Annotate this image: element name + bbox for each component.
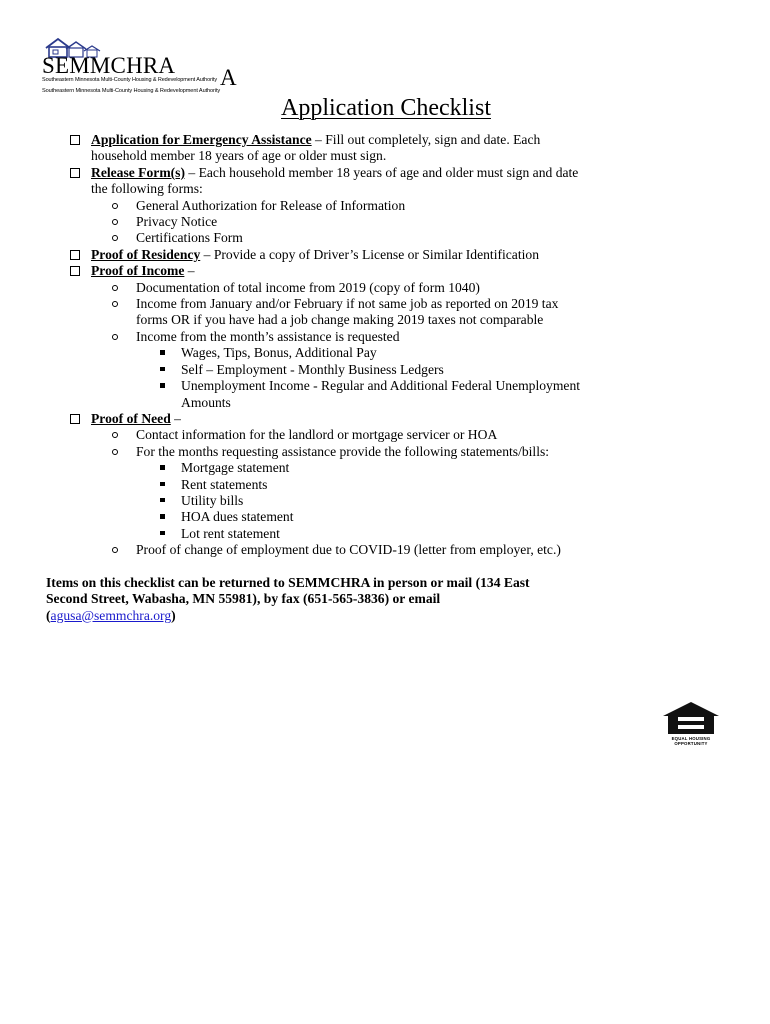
list-item	[68, 214, 733, 230]
checklist-item-residency	[68, 247, 733, 263]
checklist-item-application	[68, 132, 733, 165]
square-bullet-icon	[160, 350, 165, 355]
checklist-item-release-forms	[68, 165, 733, 198]
hollow-bullet-icon	[112, 449, 118, 455]
list-item-text: Proof of change of employment due to COVID-19 (letter from employer, etc.)	[136, 542, 561, 558]
square-bullet-icon	[160, 514, 165, 519]
logo-tagline-secondary: Southeastern Minnesota Multi-County Housing & Redevelopment Authority	[42, 88, 221, 94]
list-item-text: Mortgage statement	[181, 460, 290, 476]
list-item-text: Privacy Notice	[136, 214, 218, 230]
list-item-text: Contact information for the landlord or mortgage servicer or HOA	[136, 427, 498, 443]
item-text: – Provide a copy of Driver’s License or Similar Identification	[200, 246, 539, 262]
square-bullet-icon	[160, 367, 165, 372]
item-text: –	[184, 263, 195, 279]
note-line: Second Street, Wabasha, MN 55981), by fax (651-565-3836) or email	[46, 591, 441, 607]
list-item	[68, 427, 733, 443]
list-item	[68, 362, 733, 378]
square-bullet-icon	[160, 498, 165, 503]
list-item-text: Rent statements	[181, 476, 268, 492]
note-line: Items on this checklist can be returned to SEMMCHRA in person or mail (134 East	[46, 575, 530, 590]
item-text-continued: household member 18 years of age or older must sign.	[91, 148, 387, 164]
list-item-text: Certifications Form	[136, 230, 243, 246]
hollow-bullet-icon	[112, 203, 118, 209]
checklist-item-need	[68, 411, 733, 427]
square-bullet-icon	[160, 383, 165, 388]
item-text-continued: the following forms:	[91, 181, 203, 197]
email-link[interactable]: agusa@semmchra.org	[50, 607, 172, 623]
list-item	[68, 280, 733, 296]
equal-housing-label: EQUAL HOUSING	[671, 736, 711, 741]
square-bullet-icon	[160, 465, 165, 470]
list-item-text: Unemployment Income - Regular and Additional Federal Unemployment	[181, 378, 581, 394]
note-line	[46, 608, 726, 624]
list-item	[68, 198, 733, 214]
checklist	[68, 132, 733, 559]
square-bullet-icon	[160, 482, 165, 487]
list-item-text: Documentation of total income from 2019 (copy of form 1040)	[136, 279, 480, 295]
item-label: Proof of Income	[91, 263, 185, 279]
semmchra-logo	[42, 36, 262, 100]
list-item	[68, 378, 733, 411]
equal-housing-logo	[659, 700, 723, 748]
list-item-text: Income from the month’s assistance is requested	[136, 328, 400, 344]
item-text: –	[170, 410, 181, 426]
list-item	[68, 460, 733, 476]
list-item	[68, 345, 733, 361]
list-item-text: Utility bills	[181, 492, 244, 508]
list-item-text: Self – Employment - Monthly Business Ledgers	[181, 361, 444, 377]
item-label: Proof of Need	[91, 410, 171, 426]
list-item-text-continued: forms OR if you have had a job change making 2019 taxes not comparable	[136, 312, 544, 328]
page-title: Application Checklist	[281, 95, 491, 121]
logo-brand: SEMMCHRA	[42, 53, 176, 78]
list-item	[68, 477, 733, 493]
list-item-text: Lot rent statement	[181, 525, 280, 541]
list-item-text-continued: Amounts	[181, 394, 231, 410]
list-item-text: Wages, Tips, Bonus, Additional Pay	[181, 345, 377, 361]
equal-housing-opportunity-icon	[659, 700, 723, 736]
hollow-bullet-icon	[112, 235, 118, 241]
list-item	[68, 542, 733, 558]
list-item	[68, 526, 733, 542]
list-item-text: Income from January and/or February if not same job as reported on 2019 tax	[136, 296, 559, 312]
logo-tagline: Southeastern Minnesota Multi-County Housing & Redevelopment Authority	[42, 77, 218, 83]
checkbox-icon[interactable]	[70, 266, 80, 276]
item-label: Proof of Residency	[91, 246, 201, 262]
checkbox-icon[interactable]	[70, 250, 80, 260]
logo-brand-suffix: A	[220, 65, 237, 90]
list-item	[68, 329, 733, 345]
list-item-text: General Authorization for Release of Information	[136, 197, 406, 213]
item-label: Release Form(s)	[91, 164, 185, 180]
equal-housing-label: OPPORTUNITY	[674, 741, 708, 746]
list-item-text: HOA dues statement	[181, 509, 294, 525]
list-item	[68, 444, 733, 460]
hollow-bullet-icon	[112, 334, 118, 340]
hollow-bullet-icon	[112, 547, 118, 553]
open-paren: (	[46, 607, 51, 623]
checkbox-icon[interactable]	[70, 414, 80, 424]
list-item	[68, 296, 733, 329]
hollow-bullet-icon	[112, 285, 118, 291]
list-item	[68, 230, 733, 246]
list-item	[68, 509, 733, 525]
hollow-bullet-icon	[112, 219, 118, 225]
hollow-bullet-icon	[112, 301, 118, 307]
list-item-text: For the months requesting assistance provide the following statements/bills:	[136, 443, 550, 459]
item-text: – Each household member 18 years of age and older must sign and date	[184, 164, 579, 180]
close-paren: )	[171, 607, 176, 623]
checkbox-icon[interactable]	[70, 135, 80, 145]
list-item	[68, 493, 733, 509]
hollow-bullet-icon	[112, 432, 118, 438]
checklist-item-income	[68, 263, 733, 279]
checkbox-icon[interactable]	[70, 168, 80, 178]
item-text: – Fill out completely, sign and date. Each	[311, 132, 541, 147]
item-label: Application for Emergency Assistance	[91, 132, 312, 147]
square-bullet-icon	[160, 531, 165, 536]
return-instructions	[46, 575, 726, 624]
